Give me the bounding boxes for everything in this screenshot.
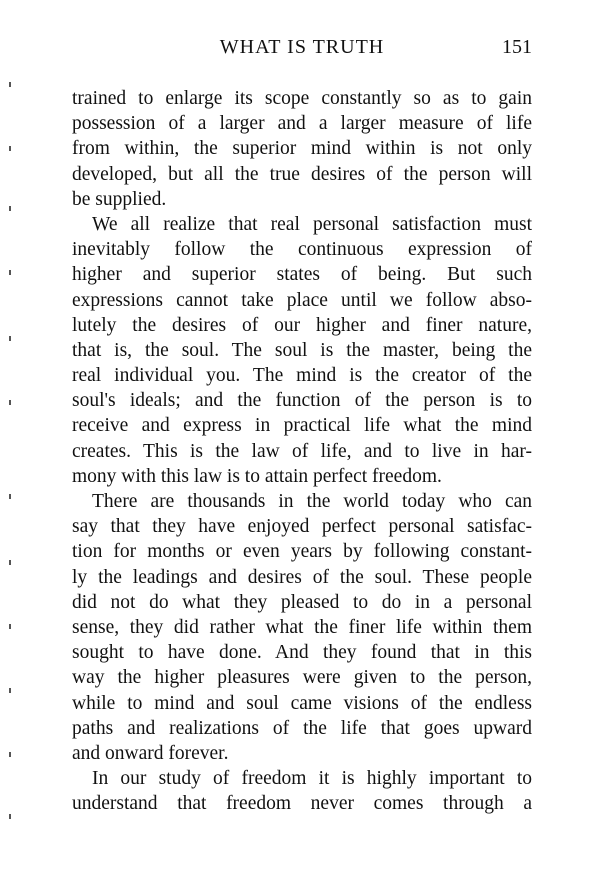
text-line: understand that freedom never comes through a [72,793,532,815]
scan-margin-mark [9,146,11,151]
text-line: real individual you. The mind is the creator of the [72,365,532,387]
text-line: We all realize that real personal satisfaction must [92,213,532,235]
text-line: be supplied. [72,188,167,210]
text-line: tion for months or even years by following constant- [72,541,532,563]
text-line: mony with this law is to attain perfect freedom. [72,465,442,487]
page-header [72,36,532,64]
scan-margin-mark [9,494,11,499]
text-line: while to mind and soul came visions of the endless [72,692,532,714]
text-line: creates. This is the law of life, and to live in har- [72,440,532,462]
text-line: lutely the desires of our higher and finer nature, [72,314,532,336]
scan-margin-mark [9,82,11,87]
scan-margin-mark [9,688,11,693]
text-line: inevitably follow the continuous expression of [72,239,532,261]
text-line: trained to enlarge its scope constantly so as to gain [72,88,532,109]
text-line: higher and superior states of being. But such [72,264,532,286]
scan-margin-mark [9,752,11,757]
text-line: and onward forever. [72,742,229,764]
text-line: developed, but all the true desires of the person will [72,163,532,185]
text-line: sought to have done. And they found that in this [72,642,532,664]
text-line: expressions cannot take place until we follow abso- [72,289,532,311]
scan-margin-mark [9,400,11,405]
text-line: sense, they did rather what the finer life within them [72,616,532,638]
scan-margin-mark [9,270,11,275]
text-line: ly the leadings and desires of the soul. These people [72,566,532,588]
running-title: WHAT IS TRUTH [219,36,385,58]
scan-margin-mark [9,206,11,211]
text-line: did not do what they pleased to do in a personal [72,591,532,613]
text-line: from within, the superior mind within is not only [72,138,532,160]
scan-margin-mark [9,814,11,819]
text-line: way the higher pleasures were given to the person, [72,667,532,689]
page-number: 151 [502,36,532,58]
text-line: There are thousands in the world today who can [92,491,532,512]
text-line: In our study of freedom it is highly important to [92,768,532,790]
text-line: receive and express in practical life what the mind [72,415,532,437]
text-line: paths and realizations of the life that goes upward [72,717,532,739]
text-line: say that they have enjoyed perfect personal satisfac- [72,516,532,538]
text-line: that is, the soul. The soul is the master, being the [72,339,532,361]
page-body-text [72,86,532,816]
scan-margin-mark [9,336,11,341]
text-line: soul's ideals; and the function of the person is to [72,390,532,412]
scan-margin-mark [9,560,11,565]
scan-margin-mark [9,624,11,629]
text-line: possession of a larger and a larger measure of life [72,113,532,135]
